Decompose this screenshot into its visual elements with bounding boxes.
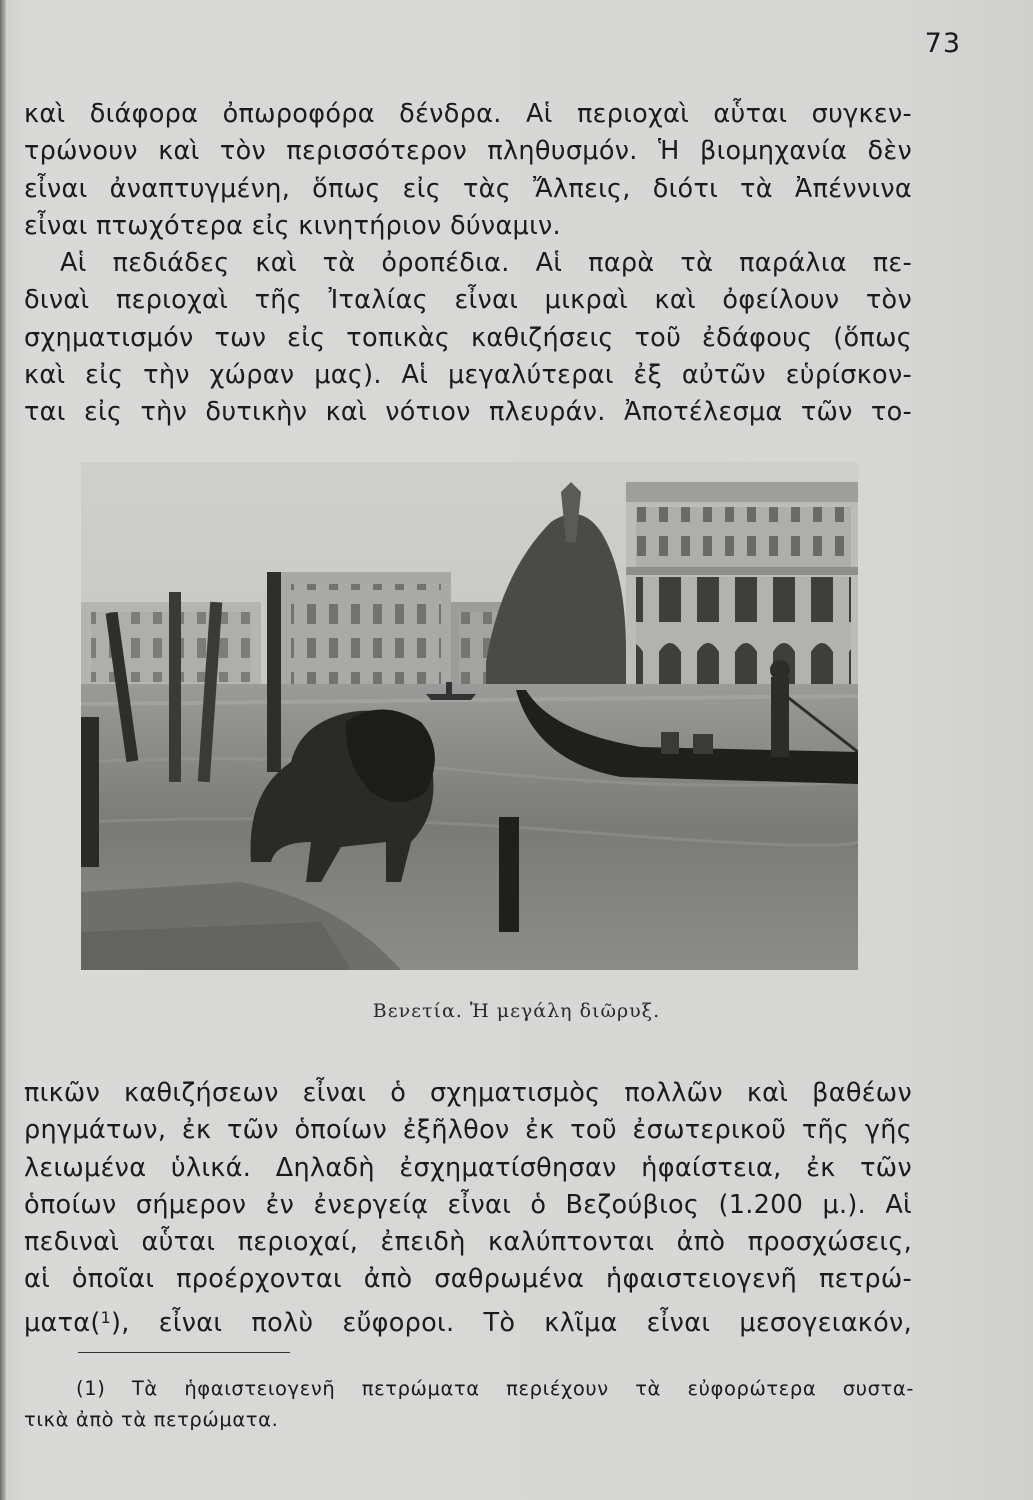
text-line: εἶναι πτωχότερα εἰς κινητήριον δύναμιν. <box>24 210 561 241</box>
text-line: καὶ διάφορα ὀπωροφόρα δένδρα. Αἱ περιοχαὶ αὗται συγκεν- <box>24 99 912 129</box>
footnote <box>24 1373 914 1435</box>
text-line: καὶ εἰς τὴν χώραν μας). Αἱ μεγαλύτεραι ἐξ αὐτῶν εὑρίσκον- <box>24 360 912 391</box>
footnote-line <box>24 1373 914 1404</box>
section-heading-line: Αἱ πεδιάδες καὶ τὰ ὀροπέδια. Αἱ παρὰ τὰ παράλια πε- <box>60 248 912 279</box>
photo-caption: Βενετία. Ἡ μεγάλη διῶρυξ. <box>372 1000 661 1022</box>
text-line: ὁποίων σήμερον ἐν ἐνεργείᾳ εἶναι ὁ Βεζούβιος (1.200 μ.). Αἱ <box>24 1189 912 1220</box>
footnote-line: τικὰ ἀπὸ τὰ πετρώματα. <box>24 1408 279 1431</box>
text-fragment: , εἶναι πολὺ εὔφοροι. Τὸ κλῖμα εἶναι μεσογειακόν, <box>121 1307 912 1338</box>
text-line: αἱ ὁποῖαι προέρχονται ἀπὸ σαθρωμένα ἡφαιστειογενῆ πετρώ- <box>24 1264 912 1295</box>
text-line: διναὶ περιοχαὶ τῆς Ἰταλίας εἶναι μικραὶ καὶ ὀφείλουν τὸν <box>24 285 912 316</box>
bottom-paragraph <box>24 1075 912 1342</box>
text-line-with-footnote-ref: ματα($^1$), εἶναι πολὺ εὔφοροι. Τὸ κλῖμα εἶναι μεσογειακόν, <box>24 1307 912 1338</box>
top-paragraph <box>24 96 912 432</box>
text-fragment: ματα <box>24 1307 91 1338</box>
footnote-ref: 1 <box>100 1307 112 1327</box>
text-line: εἶναι ἀναπτυγμένη, ὅπως εἰς τὰς Ἄλπεις, διότι τὰ Ἀπέννινα <box>24 173 912 204</box>
text-line: ται εἰς τὴν δυτικὴν καὶ νότιον πλευράν. Ἀποτέλεσμα τῶν το- <box>24 397 912 428</box>
footnote-separator <box>78 1352 290 1353</box>
text-line: τρώνουν καὶ τὸν περισσότερον πληθυσμόν. Ἡ βιομηχανία δὲν <box>24 136 912 167</box>
venice-canal-photo <box>81 462 858 970</box>
footnote-text: Τὰ ἡφαιστειογενῆ πετρώματα περιέχουν τὰ εὐφορώτερα συστα- <box>131 1377 914 1400</box>
text-line: ρηγμάτων, ἐκ τῶν ὁποίων ἐξῆλθον ἐκ τοῦ ἐσωτερικοῦ τῆς γῆς <box>24 1115 912 1146</box>
text-line: πεδιναὶ αὗται περιοχαί, ἐπειδὴ καλύπτονται ἀπὸ προσχώσεις, <box>24 1227 912 1258</box>
page-number: 73 <box>924 28 961 59</box>
text-line: λειωμένα ὑλικά. Δηλαδὴ ἐσχηματίσθησαν ἡφαίστεια, ἐκ τῶν <box>24 1152 912 1183</box>
text-line: πικῶν καθιζήσεων εἶναι ὁ σχηματισμὸς πολλῶν καὶ βαθέων <box>24 1078 912 1108</box>
page-binding-edge <box>0 0 6 1500</box>
text-line: σχηματισμόν των εἰς τοπικὰς καθιζήσεις τοῦ ἐδάφους (ὅπως <box>24 322 912 353</box>
footnote-marker: (1) <box>76 1377 106 1400</box>
